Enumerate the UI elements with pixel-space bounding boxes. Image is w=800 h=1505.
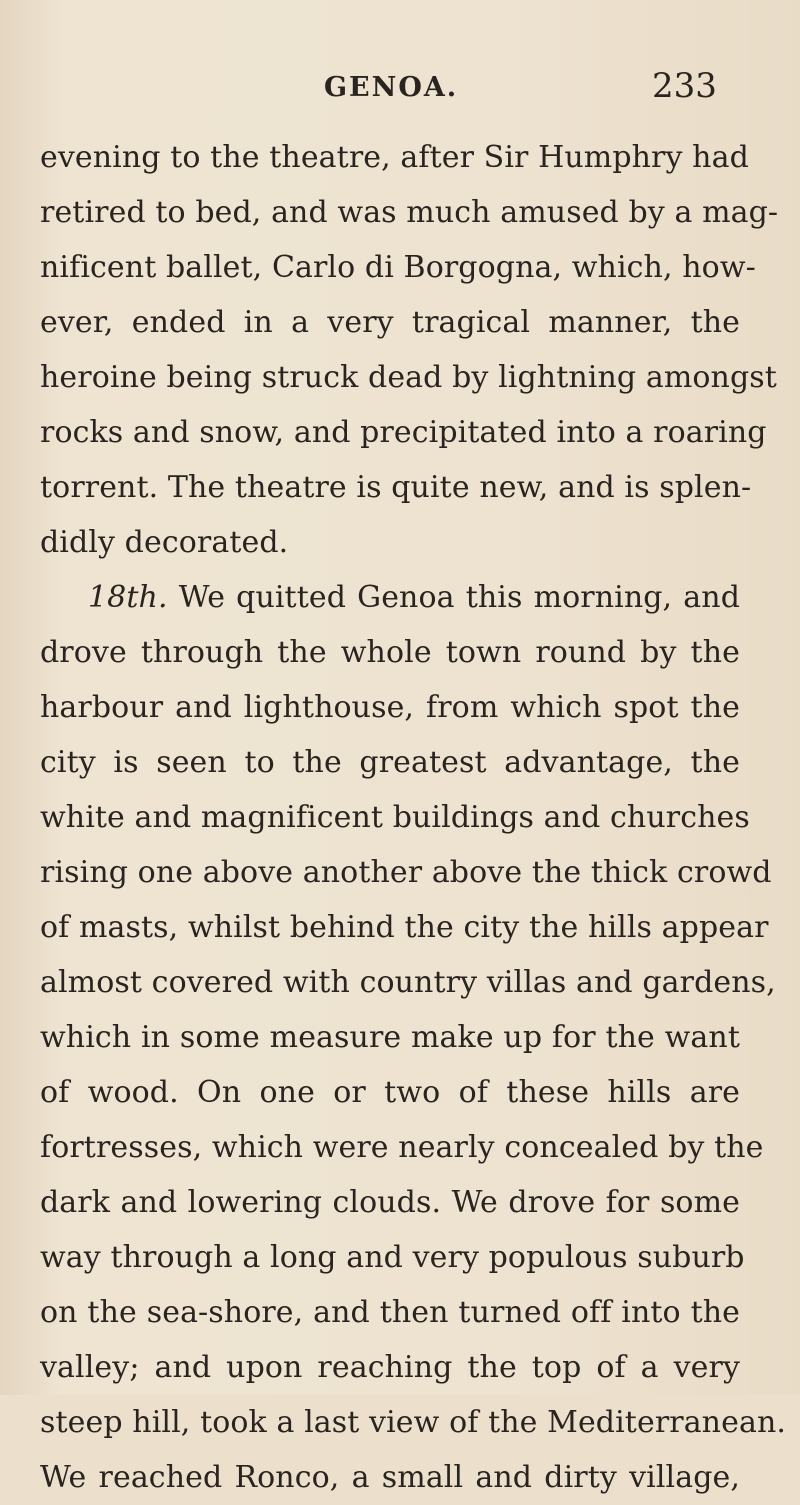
text-line: torrent. The theatre is quite new, and is splen- (40, 470, 752, 505)
text-line: rocks and snow, and precipitated into a roaring (40, 415, 767, 450)
text-line: retired to bed, and was much amused by a mag- (40, 195, 779, 230)
text-line: nificent ballet, Carlo di Borgogna, which, how- (40, 250, 756, 285)
text-line: heroine being struck dead by lightning amongst (40, 360, 777, 395)
page-number: 233 (652, 66, 717, 106)
text-line: on the sea-shore, and then turned off into the (40, 1295, 740, 1330)
text-line-entry (40, 570, 740, 625)
text-line: of masts, whilst behind the city the hills appear (40, 910, 769, 945)
text-line: valley; and upon reaching the top of a very (40, 1350, 740, 1385)
running-head (0, 66, 800, 112)
text-line: way through a long and very populous suburb (40, 1240, 745, 1275)
entry-date: 18th. (88, 580, 168, 615)
text-line: of wood. On one or two of these hills are (40, 1075, 740, 1110)
text-line: almost covered with country villas and gardens, (40, 965, 776, 1000)
running-title: GENOA. (324, 72, 459, 103)
text-line: steep hill, took a last view of the Mediterranean. (40, 1405, 787, 1440)
text-line: didly decorated. (40, 525, 289, 560)
text-line: rising one above another above the thick crowd (40, 855, 772, 890)
text-line: ever, ended in a very tragical manner, the (40, 305, 740, 340)
text-line: white and magnificent buildings and churches (40, 800, 750, 835)
text-line: harbour and lighthouse, from which spot the (40, 690, 740, 725)
text-line: dark and lowering clouds. We drove for some (40, 1185, 740, 1220)
text-line: evening to the theatre, after Sir Humphry had (40, 140, 749, 175)
text-line: fortresses, which were nearly concealed by the (40, 1130, 764, 1165)
text-line: which in some measure make up for the want (40, 1020, 740, 1055)
entry-line-text: We quitted Genoa this morning, and (178, 580, 740, 615)
body-text (40, 130, 787, 1505)
text-line: We reached Ronco, a small and dirty village, (40, 1460, 740, 1495)
text-line: drove through the whole town round by the (40, 635, 740, 670)
text-line: city is seen to the greatest advantage, the (40, 745, 740, 780)
